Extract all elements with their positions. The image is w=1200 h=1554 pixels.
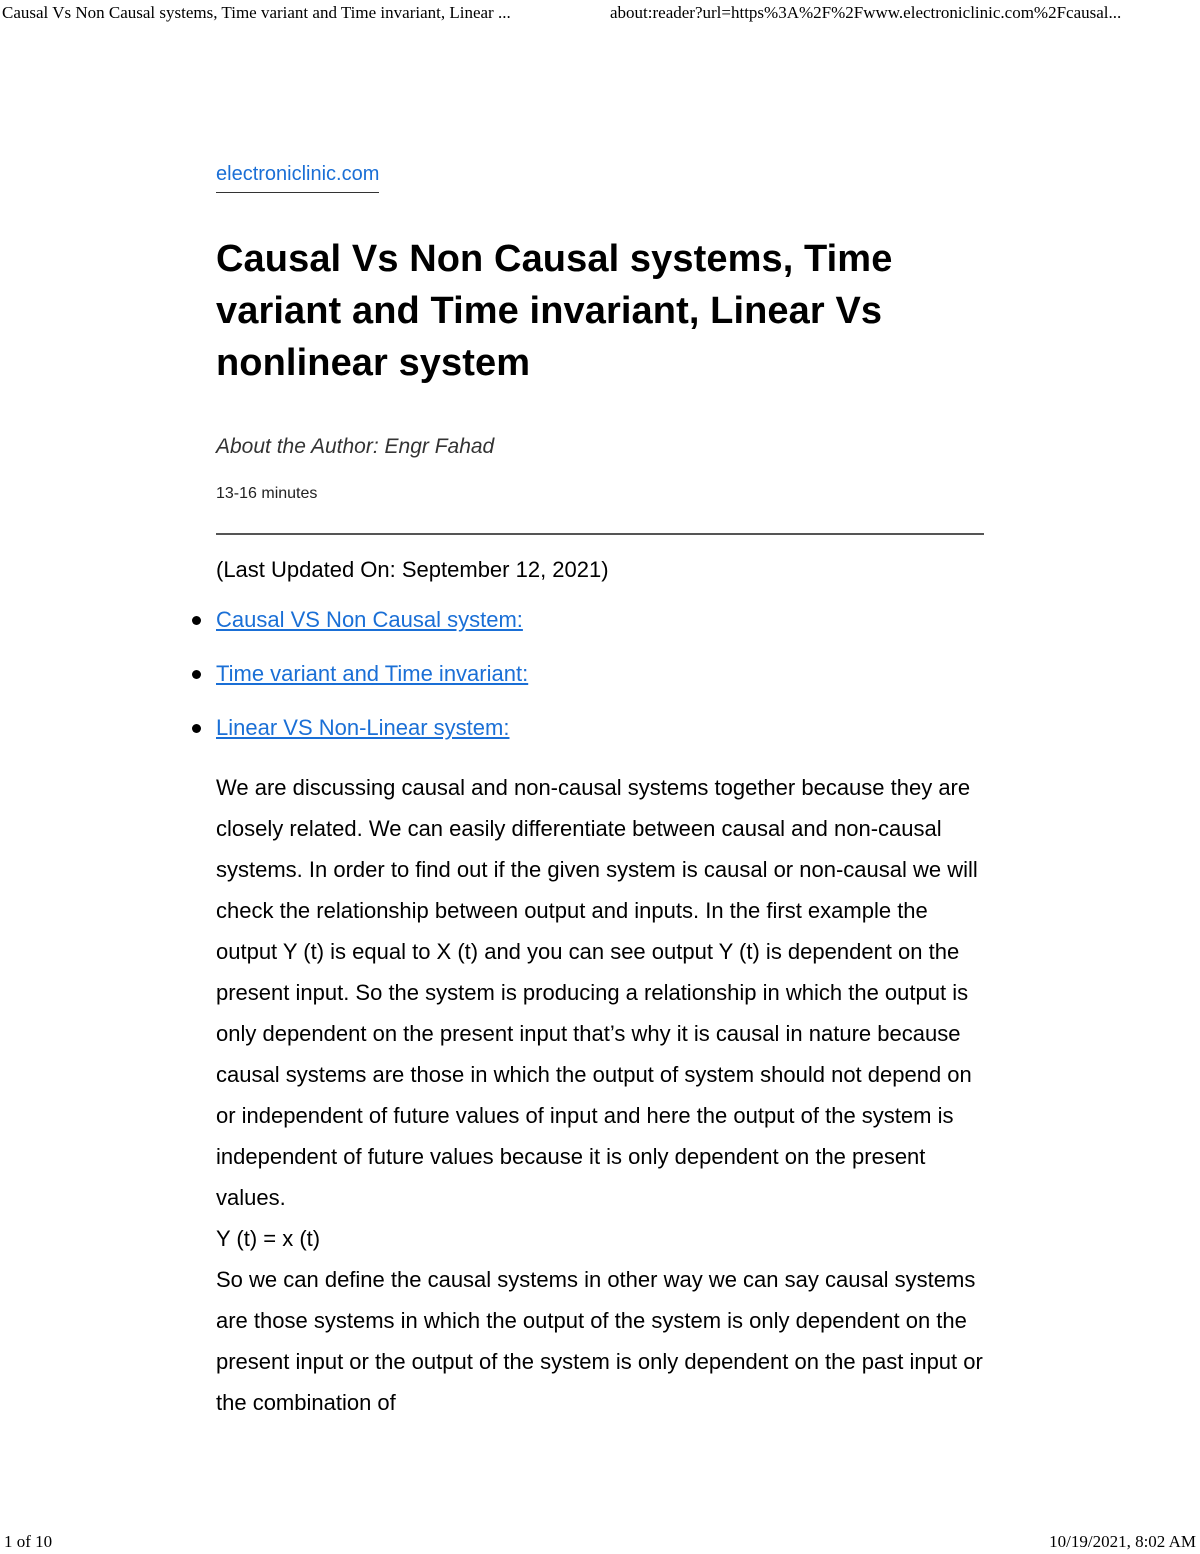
toc-link-causal[interactable]: Causal VS Non Causal system: <box>216 607 523 632</box>
print-header <box>0 2 1200 28</box>
print-timestamp: 10/19/2021, 8:02 AM <box>1049 1532 1196 1551</box>
print-header-url: about:reader?url=https%3A%2F%2Fwww.electroniclinic.com%2Fcausal... <box>610 3 1122 22</box>
toc-item <box>216 659 986 689</box>
toc-item <box>216 605 986 635</box>
article-title: Causal Vs Non Causal systems, Time variant and Time invariant, Linear Vs nonlinear system <box>216 238 893 384</box>
bullet-icon <box>192 670 201 679</box>
toc-link-time-variant[interactable]: Time variant and Time invariant: <box>216 661 529 686</box>
header-divider <box>216 533 984 535</box>
last-updated: (Last Updated On: September 12, 2021) <box>216 557 609 582</box>
body-equation: Y (t) = x (t) <box>216 1226 321 1251</box>
bullet-icon <box>192 616 201 625</box>
print-footer <box>0 1532 1200 1554</box>
page-count: 1 of 10 <box>4 1532 53 1551</box>
source-domain-link[interactable]: electroniclinic.com <box>216 160 379 193</box>
body-paragraph: So we can define the causal systems in other way we can say causal systems are those systems in which the output of the system is only dependent on the present input or the output of the system is only dependent on the past input or the combination of <box>216 1267 983 1415</box>
print-header-title: Causal Vs Non Causal systems, Time variant and Time invariant, Linear ... <box>2 3 511 22</box>
bullet-icon <box>192 724 201 733</box>
article-body <box>216 767 986 1423</box>
body-paragraph: We are discussing causal and non-causal systems together because they are closely related. We can easily differentiate between causal and non-causal systems. In order to find out if the given system is causal or non-causal we will check the relationship between output and inputs. In the first example the output Y (t) is equal to X (t) and you can see output Y (t) is dependent on the present input. So the system is producing a relationship in which the output is only dependent on the present input that’s why it is causal in nature because causal systems are those in which the output of system should not depend on or independent of future values of input and here the output of the system is independent of future values because it is only dependent on the present values. <box>216 775 978 1210</box>
table-of-contents <box>216 605 986 743</box>
reader-article <box>216 160 986 1423</box>
article-byline: About the Author: Engr Fahad <box>216 435 495 458</box>
toc-item <box>216 713 986 743</box>
reading-time: 13-16 minutes <box>216 485 318 502</box>
toc-link-linear[interactable]: Linear VS Non-Linear system: <box>216 715 510 740</box>
